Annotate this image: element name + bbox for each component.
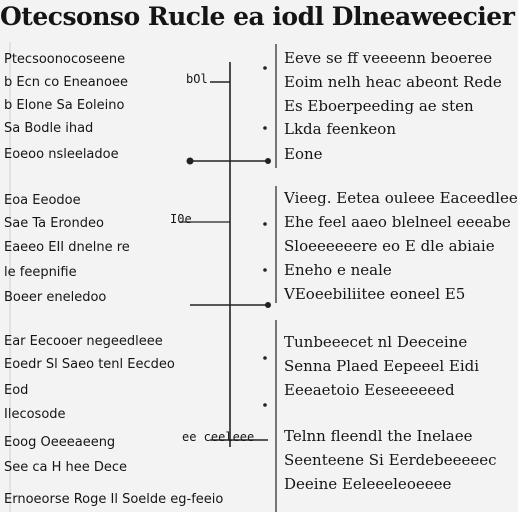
node-right-2 bbox=[265, 302, 271, 308]
page-title: Otecsonso Rucle ea iodl Dlneaweecier bbox=[0, 2, 515, 31]
right-line: Eneho e neale bbox=[284, 261, 392, 279]
right-line: VEoeebiliitee eoneel E5 bbox=[284, 285, 466, 303]
dot-1 bbox=[263, 66, 267, 70]
right-line: Senna Plaed Eepeeel Eidi bbox=[284, 357, 480, 375]
right-line: Eone bbox=[284, 145, 323, 163]
left-line: Ernoeorse Roge Il Soelde eg-feeio bbox=[4, 492, 224, 507]
left-line: b Elone Sa Eoleino bbox=[4, 98, 125, 113]
right-line: Sloeeeeeere eo E dle abiaie bbox=[284, 237, 495, 255]
left-line: Boeer eneledoo bbox=[4, 290, 107, 305]
right-line: Eoim nelh heac abeont Rede bbox=[284, 73, 502, 91]
left-line: Sa Bodle ihad bbox=[4, 121, 94, 136]
left-line: Ilecosode bbox=[4, 407, 66, 422]
branch-label-bottom: ee ceeleee bbox=[182, 430, 255, 444]
left-line: Eoedr Sl Saeo tenl Eecdeo bbox=[4, 357, 175, 372]
left-line: Eoog Oeeeaeeng bbox=[4, 435, 116, 450]
left-line: Eoa Eeodoe bbox=[4, 193, 81, 208]
branch-label-top: bOl bbox=[186, 72, 208, 86]
left-line: Ptecsoonocoseene bbox=[4, 52, 126, 67]
left-line: Ear Eecooer negeedleee bbox=[4, 334, 163, 349]
left-line: Eod bbox=[4, 383, 29, 398]
left-line: Eoeoo nsleeladoe bbox=[4, 147, 119, 162]
left-line: See ca H hee Dece bbox=[4, 460, 128, 475]
dot-3 bbox=[263, 222, 267, 226]
node-right-1 bbox=[265, 158, 271, 164]
right-line: Eeeaetoio Eeseeeeeed bbox=[284, 381, 455, 399]
dot-6 bbox=[263, 403, 267, 407]
right-line: Es Eboerpeeding ae sten bbox=[284, 97, 474, 115]
dot-2 bbox=[263, 126, 267, 130]
right-line: Tunbeeecet nl Deeceine bbox=[284, 333, 468, 351]
right-line: Ehe feel aaeo blelneel eeeabe bbox=[284, 213, 511, 231]
dot-4 bbox=[263, 268, 267, 272]
right-line: Seenteene Si Eerdebeeeeec bbox=[284, 451, 497, 469]
left-line: le feepnifie bbox=[4, 265, 77, 280]
branch-label-mid: I0e bbox=[170, 212, 192, 226]
left-line: b Ecn co Eneanoee bbox=[4, 75, 128, 90]
left-line: Sae Ta Erondeo bbox=[4, 216, 104, 231]
right-line: Deeine Eeleeeleoeeee bbox=[284, 475, 452, 493]
right-line: Telnn fleendl the Inelaee bbox=[284, 427, 473, 445]
right-line: Eeve se ff veeeenn beoeree bbox=[284, 49, 493, 67]
node-left-1 bbox=[187, 158, 194, 165]
right-line: Lkda feenkeon bbox=[284, 120, 396, 138]
left-line: Eaeeo EII dnelne re bbox=[4, 240, 130, 255]
right-line: Vieeg. Eetea ouleee Eaceedlee bbox=[284, 189, 518, 207]
dot-5 bbox=[263, 356, 267, 360]
